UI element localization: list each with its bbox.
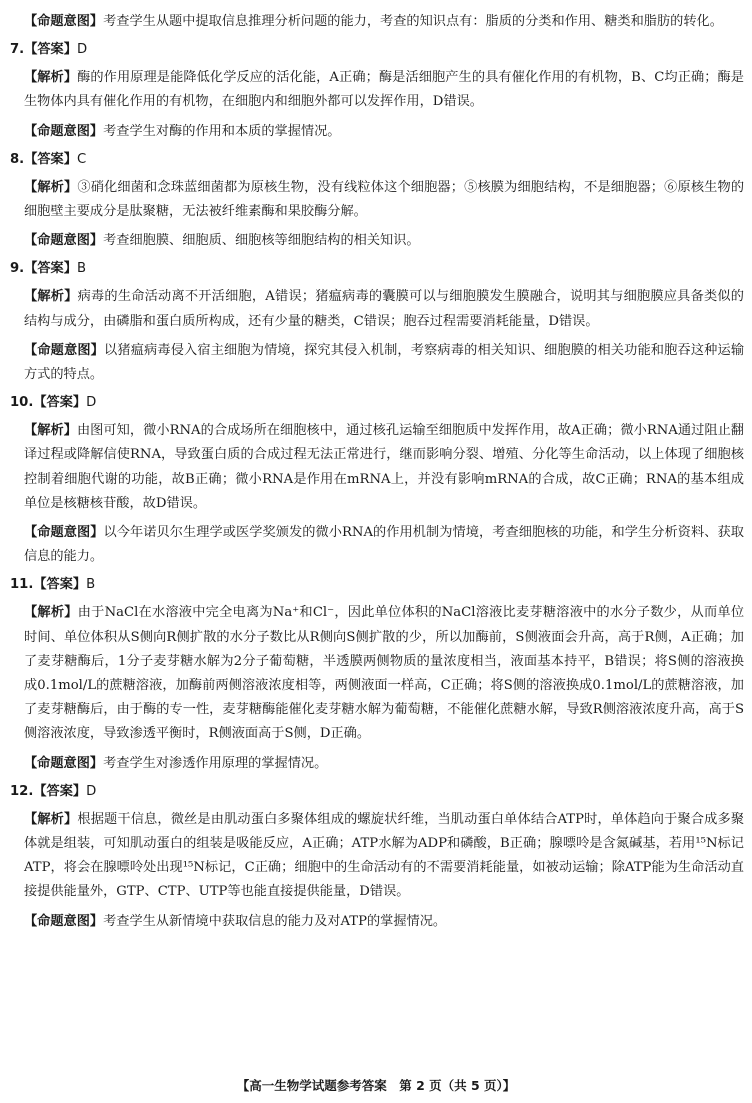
section-tag: 【解析】 xyxy=(24,423,77,439)
paragraph-text: ③硝化细菌和念珠蓝细菌都为原核生物，没有线粒体这个细胞器；⑤核膜为细胞结构，不是细胞器；⑥原核生物的细胞壁主要成分是肽聚糖，无法被纤维素酶和果胶酶分解。 xyxy=(24,179,745,220)
section-tag: 【解析】 xyxy=(24,811,78,827)
paragraph-text: 根据题干信息，微丝是由肌动蛋白多聚体组成的螺旋状纤维，当肌动蛋白单体结合ATP时，单体趋向于聚合成多聚体就是组装，可知肌动蛋白的组装是吸能反应，A正确；ATP水解为ADP和磷酸，B正确；腺嘌呤是含氮碱基，若用¹⁵N标记ATP，将会在腺嘌呤处出现¹⁵N标记，C正确；细胞中的生命活动有的不需要消耗能量，如被动运输；除ATP能为生命活动直接提供能量外，GTP、CTP、UTP等也能直接提供能量，D错误。 xyxy=(24,811,745,900)
answer-tag: 【答案】 xyxy=(33,577,87,593)
paragraph-text: 病毒的生命活动离不开活细胞，A错误；猪瘟病毒的囊膜可以与细胞膜发生膜融合，说明其与细胞膜应具备类似的结构与成分，由磷脂和蛋白质所构成，还有少量的糖类，C错误；胞吞过程需要消耗能量，D错误。 xyxy=(24,289,744,329)
intent-paragraph xyxy=(24,339,744,387)
paragraph-text: 以猪瘟病毒侵入宿主细胞为情境，探究其侵入机制，考察病毒的相关知识、细胞膜的相关功能和胞吞这种运输方式的特点。 xyxy=(24,342,745,383)
question-number: 10. xyxy=(10,395,34,411)
question-number: 9. xyxy=(10,261,25,277)
analysis-paragraph xyxy=(24,601,744,746)
intent-paragraph xyxy=(24,752,744,776)
question-answer-header xyxy=(10,149,744,171)
section-tag: 【命题意图】 xyxy=(24,755,104,771)
question-number: 7. xyxy=(10,42,25,58)
answer-letter: D xyxy=(86,395,97,411)
answer-tag: 【答案】 xyxy=(24,151,77,167)
paragraph-text: 考查学生对渗透作用原理的掌握情况。 xyxy=(103,755,328,771)
paragraph-text: 考查学生从题中提取信息推理分析问题的能力，考查的知识点有：脂质的分类和作用、糖类和脂肪的转化。 xyxy=(103,14,723,29)
section-tag: 【解析】 xyxy=(24,289,78,305)
section-tag: 【解析】 xyxy=(24,605,78,621)
section-tag: 【解析】 xyxy=(24,179,78,195)
section-tag: 【命题意图】 xyxy=(24,913,104,929)
paragraph-text: 由图可知，微小RNA的合成场所在细胞核中，通过核孔运输至细胞质中发挥作用，故A正确；微小RNA通过阻止翻译过程或降解信使RNA，导致蛋白质的合成过程无法正常进行，继而影响分裂、增殖、分化等生命活动，以上体现了细胞核控制着细胞代谢的功能，故B正确；微小RNA是作用在mRNA上，并没有影响mRNA的合成，故C正确；RNA的基本组成单位是核糖核苷酸，故D错误。 xyxy=(24,423,744,511)
section-tag: 【命题意图】 xyxy=(24,14,104,29)
intent-paragraph xyxy=(24,10,744,34)
analysis-paragraph xyxy=(24,419,744,516)
section-tag: 【命题意图】 xyxy=(24,233,104,249)
answer-tag: 【答案】 xyxy=(33,783,87,799)
analysis-paragraph xyxy=(24,176,744,224)
analysis-paragraph xyxy=(24,808,744,905)
question-number: 11. xyxy=(10,577,34,593)
analysis-paragraph xyxy=(24,285,744,333)
intent-paragraph xyxy=(24,120,744,144)
paragraph-text: 以今年诺贝尔生理学或医学奖颁发的微小RNA的作用机制为情境，考查细胞核的功能，和学生分析资料、获取信息的能力。 xyxy=(24,525,744,565)
section-tag: 【命题意图】 xyxy=(24,525,104,541)
answer-letter: D xyxy=(86,783,97,799)
question-number: 8. xyxy=(10,151,25,167)
intent-paragraph xyxy=(24,910,744,934)
question-number: 12. xyxy=(10,783,34,799)
intent-paragraph xyxy=(24,229,744,253)
answer-tag: 【答案】 xyxy=(24,261,77,277)
answer-content xyxy=(10,10,745,939)
section-tag: 【命题意图】 xyxy=(24,342,105,358)
answer-letter: D xyxy=(76,42,88,58)
section-tag: 【命题意图】 xyxy=(24,123,104,139)
paragraph-text: 酶的作用原理是能降低化学反应的活化能，A正确；酶是活细胞产生的具有催化作用的有机物，B、C均正确；酶是生物体内具有催化作用的有机物，在细胞内和细胞外都可以发挥作用，D错误。 xyxy=(24,70,744,110)
answer-letter: B xyxy=(76,261,86,277)
answer-tag: 【答案】 xyxy=(33,395,87,411)
answer-letter: C xyxy=(76,151,87,167)
analysis-paragraph xyxy=(24,66,744,114)
paragraph-text: 考查学生从新情境中获取信息的能力及对ATP的掌握情况。 xyxy=(103,913,447,929)
question-answer-header xyxy=(10,39,744,61)
question-answer-header xyxy=(10,258,744,280)
paragraph-text: 考查细胞膜、细胞质、细胞核等细胞结构的相关知识。 xyxy=(103,233,420,249)
section-tag: 【解析】 xyxy=(24,70,78,86)
answer-letter: B xyxy=(86,577,96,593)
page-footer: 【高一生物学试题参考答案 第 2 页（共 5 页）】 xyxy=(236,1078,516,1093)
paragraph-text: 考查学生对酶的作用和本质的掌握情况。 xyxy=(103,123,341,139)
intent-paragraph xyxy=(24,521,744,569)
question-answer-header xyxy=(10,392,744,414)
question-answer-header xyxy=(10,574,744,596)
question-answer-header xyxy=(10,781,744,803)
answer-tag: 【答案】 xyxy=(24,42,77,58)
paragraph-text: 由于NaCl在水溶液中完全电离为Na⁺和Cl⁻，因此单位体积的NaCl溶液比麦芽糖溶液中的水分子数少，从而单位时间、单位体积从S侧向R侧扩散的水分子数比从R侧向S侧扩散的少，所以加酶前，S侧液面会升高，高于R侧，A正确；加了麦芽糖酶后，1分子麦芽糖水解为2分子葡萄糖，半透膜两侧物质的量浓度相当，液面基本持平，B错误；将S侧的溶液换成0.1mol/L的蔗糖溶液，加酶前两侧溶液浓度相等，两侧液面一样高，C正确；将S侧的溶液换成0.1mol/L的蔗糖溶液，加了麦芽糖酶后，由于酶的专一性，麦芽糖酶能催化麦芽糖水解为葡萄糖，不能催化蔗糖水解，导致R侧溶液浓度升高，高于S侧溶液浓度，导致渗透平衡时，R侧液面高于S侧，D正确。 xyxy=(24,605,745,742)
